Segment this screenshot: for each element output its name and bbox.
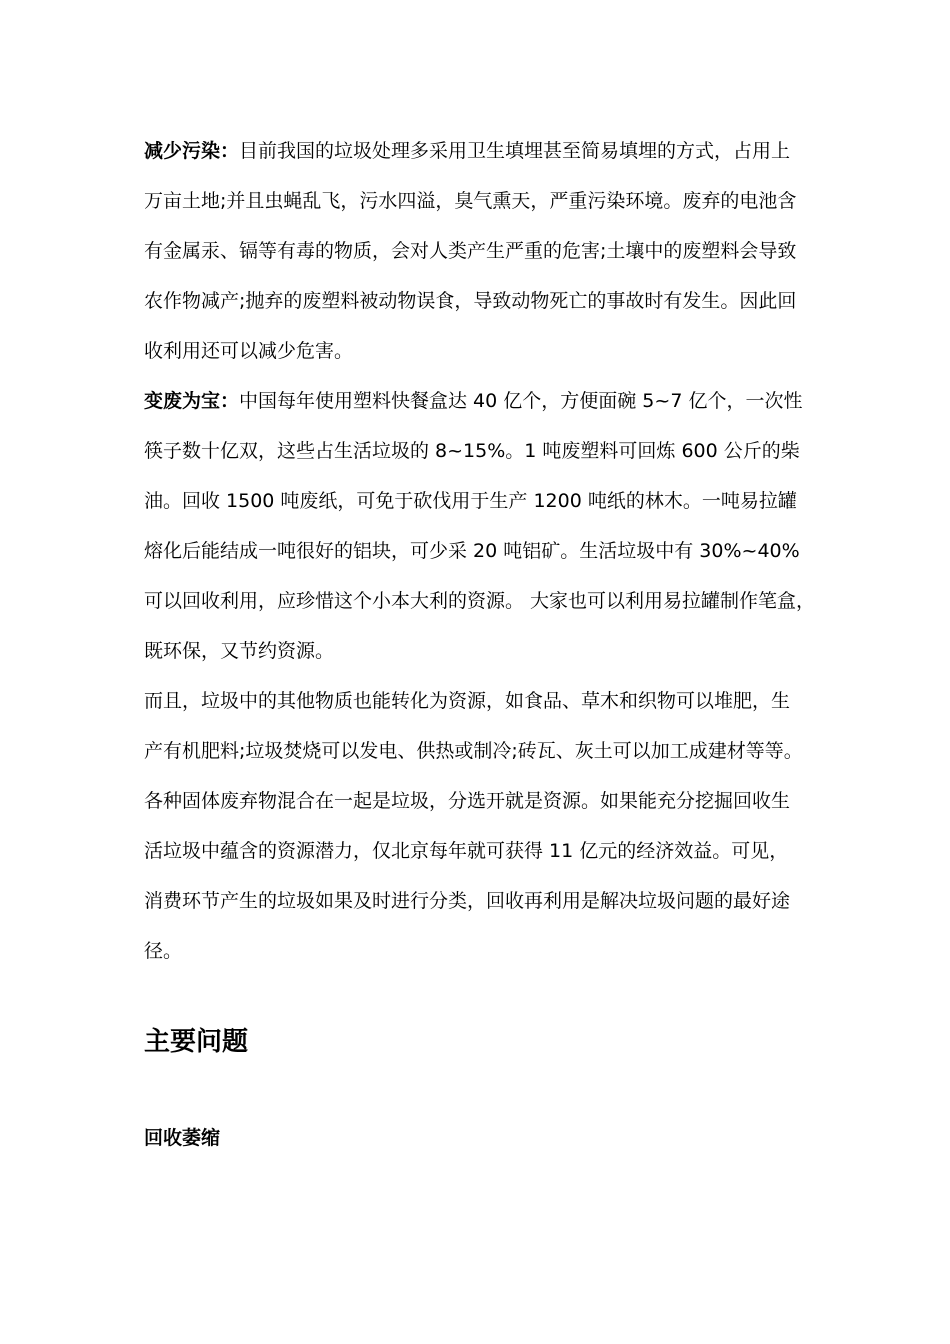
paragraph-waste-to-treasure-line-2: 筷子数十亿双，这些占生活垃圾的 8~15%。1 吨废塑料可回炼 600 公斤的柴 (144, 440, 800, 462)
paragraph-reduce-pollution-line-5: 收利用还可以减少危害。 (144, 340, 354, 362)
paragraph-waste-to-treasure-line-6: 既环保，又节约资源。 (144, 640, 335, 662)
text-run: 中国每年使用塑料快餐盒达 40 亿个，方便面碗 5~7 亿个，一次性 (239, 390, 803, 412)
paragraph-resources-line-4: 活垃圾中蕴含的资源潜力，仅北京每年就可获得 11 亿元的经济效益。可见， (144, 840, 789, 862)
waste-to-treasure-label: 变废为宝： (144, 390, 240, 412)
paragraph-resources-line-1: 而且，垃圾中的其他物质也能转化为资源，如食品、草木和织物可以堆肥，生 (144, 690, 791, 712)
paragraph-waste-to-treasure-line-1 (144, 376, 824, 426)
paragraph-reduce-pollution-line-4: 农作物减产;抛弃的废塑料被动物误食，导致动物死亡的事故时有发生。因此回 (144, 290, 797, 312)
text-run: 目前我国的垃圾处理多采用卫生填埋甚至简易填埋的方式，占用上 (239, 140, 791, 162)
paragraph-reduce-pollution-line-2: 万亩土地;并且虫蝇乱飞，污水四溢，臭气熏天，严重污染环境。废弃的电池含 (144, 190, 797, 212)
section-heading-main-issues: 主要问题 (144, 1027, 249, 1057)
paragraph-waste-to-treasure-line-3: 油。回收 1500 吨废纸，可免于砍伐用于生产 1200 吨纸的林木。一吨易拉罐 (144, 490, 797, 512)
paragraph-reduce-pollution-line-3: 有金属汞、镉等有毒的物质，会对人类产生严重的危害;土壤中的废塑料会导致 (144, 240, 797, 262)
subsection-heading-recycling-decline: 回收萎缩 (144, 1127, 221, 1149)
paragraph-waste-to-treasure-line-5: 可以回收利用，应珍惜这个小本大利的资源。 大家也可以利用易拉罐制作笔盒， (144, 590, 816, 612)
paragraph-resources-line-3: 各种固体废弃物混合在一起是垃圾，分选开就是资源。如果能充分挖掘回收生 (144, 790, 791, 812)
paragraph-resources-line-5: 消费环节产生的垃圾如果及时进行分类，回收再利用是解决垃圾问题的最好途 (144, 890, 791, 912)
paragraph-waste-to-treasure-line-4: 熔化后能结成一吨很好的铝块，可少采 20 吨铝矿。生活垃圾中有 30%~40% (144, 540, 800, 562)
reduce-pollution-label: 减少污染： (144, 140, 240, 162)
paragraph-resources-line-2: 产有机肥料;垃圾焚烧可以发电、供热或制冷;砖瓦、灰土可以加工成建材等等。 (144, 740, 803, 762)
paragraph-resources-line-6: 径。 (144, 940, 183, 962)
document-body (144, 126, 824, 976)
paragraph-reduce-pollution-line-1 (144, 126, 824, 176)
